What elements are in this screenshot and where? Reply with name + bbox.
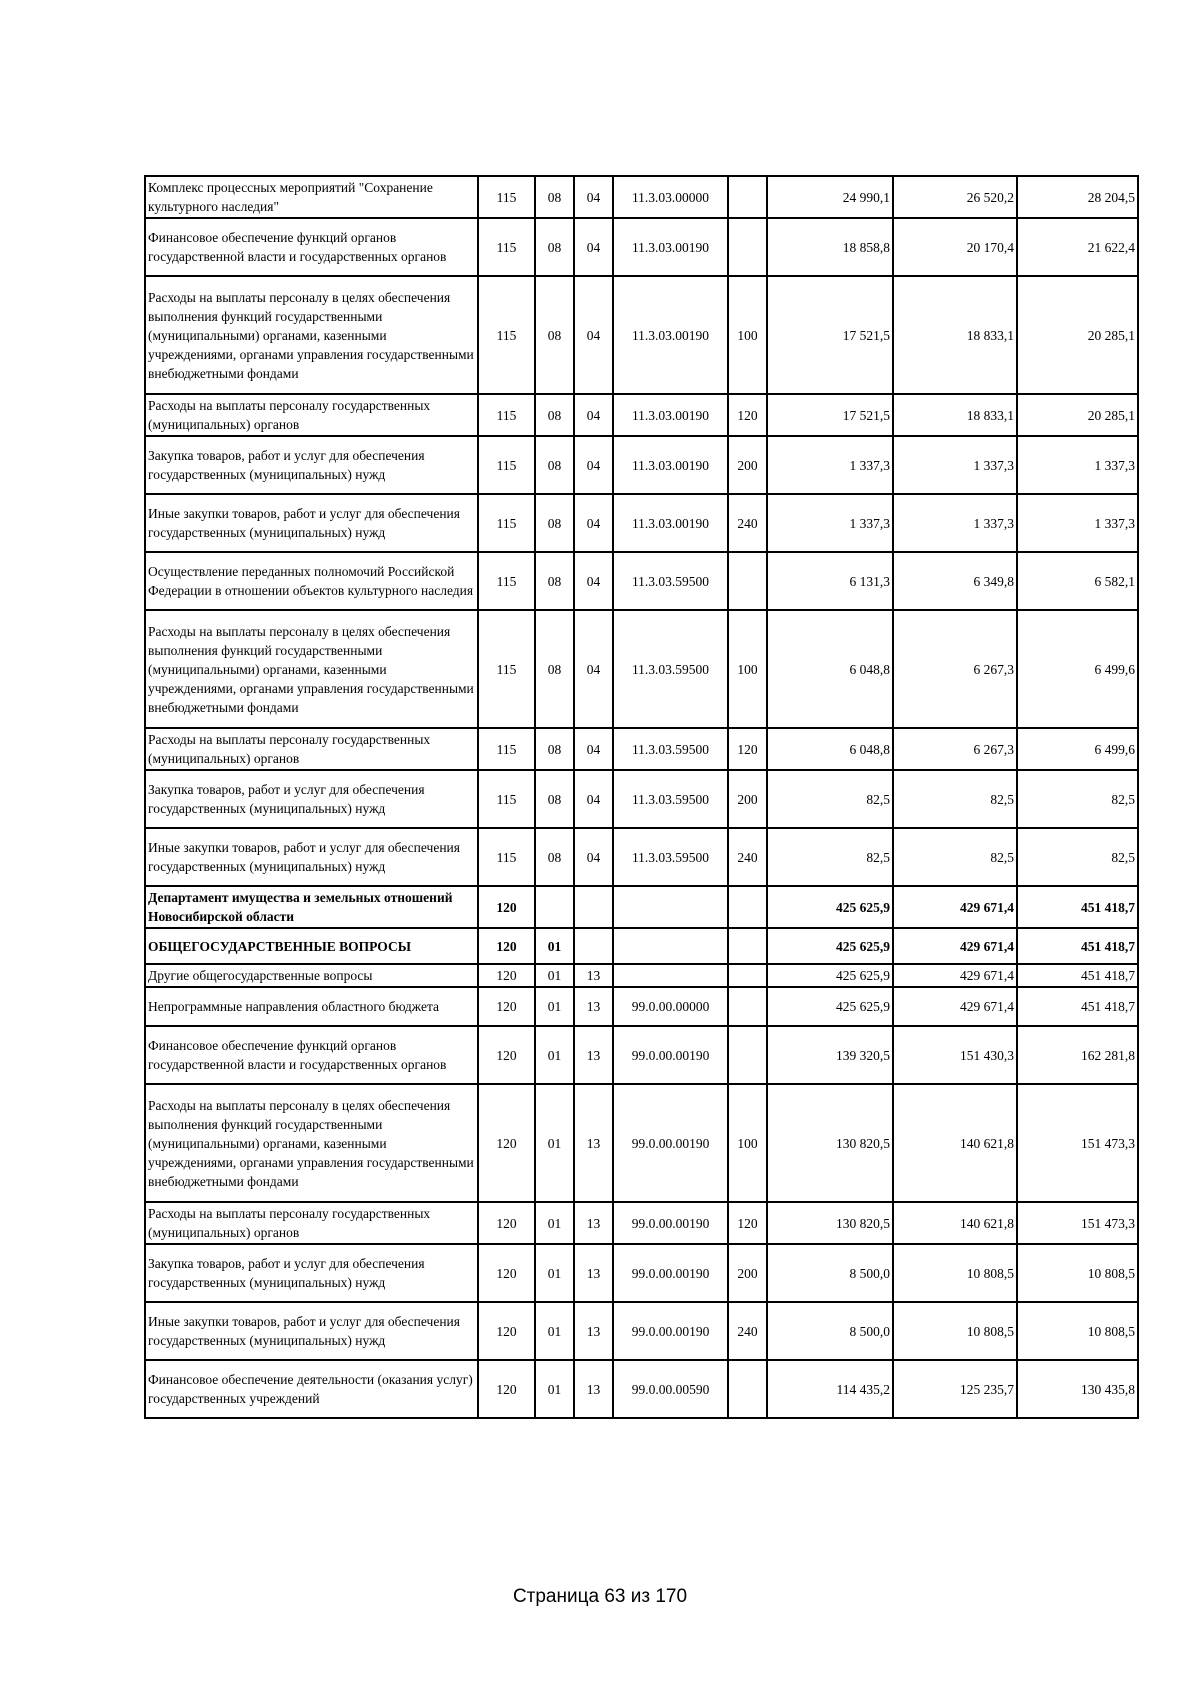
- cell-name: Расходы на выплаты персоналу в целях обеспечения выполнения функций государственными (муниципальными) органами, казенными учреждениями, органами управления государственными внебюджетными фондами: [145, 610, 478, 728]
- cell-grbs: 120: [478, 1026, 535, 1084]
- cell-amount-year2: 151 430,3: [893, 1026, 1017, 1084]
- cell-name: Расходы на выплаты персоналу государственных (муниципальных) органов: [145, 1202, 478, 1244]
- cell-name: Расходы на выплаты персоналу в целях обеспечения выполнения функций государственными (муниципальными) органами, казенными учреждениями, органами управления государственными внебюджетными фондами: [145, 276, 478, 394]
- cell-amount-year1: 6 048,8: [767, 610, 893, 728]
- table-row: [145, 928, 1138, 964]
- cell-grbs: 115: [478, 610, 535, 728]
- table-row: [145, 770, 1138, 828]
- cell-amount-year2: 125 235,7: [893, 1360, 1017, 1418]
- cell-amount-year1: 425 625,9: [767, 964, 893, 987]
- table-row: [145, 276, 1138, 394]
- cell-section: [535, 886, 574, 928]
- cell-grbs: 120: [478, 1202, 535, 1244]
- cell-section: 01: [535, 1244, 574, 1302]
- cell-amount-year1: 425 625,9: [767, 987, 893, 1026]
- cell-target-article: 99.0.00.00190: [613, 1202, 728, 1244]
- table-row: [145, 886, 1138, 928]
- table-row: [145, 964, 1138, 987]
- cell-grbs: 120: [478, 1084, 535, 1202]
- cell-grbs: 120: [478, 928, 535, 964]
- page-number: Страница 63 из 170: [512, 1586, 688, 1607]
- cell-expense-type: 240: [728, 1302, 767, 1360]
- table-row: [145, 494, 1138, 552]
- cell-amount-year3: 451 418,7: [1017, 987, 1138, 1026]
- cell-subsection: [574, 928, 613, 964]
- cell-subsection: 04: [574, 436, 613, 494]
- cell-name: Иные закупки товаров, работ и услуг для обеспечения государственных (муниципальных) нужд: [145, 828, 478, 886]
- cell-amount-year2: 6 267,3: [893, 728, 1017, 770]
- cell-section: 08: [535, 436, 574, 494]
- cell-subsection: 04: [574, 770, 613, 828]
- cell-grbs: 120: [478, 1302, 535, 1360]
- cell-section: 08: [535, 494, 574, 552]
- cell-subsection: 13: [574, 1202, 613, 1244]
- cell-subsection: 04: [574, 176, 613, 218]
- cell-amount-year1: 130 820,5: [767, 1084, 893, 1202]
- cell-amount-year3: 6 499,6: [1017, 610, 1138, 728]
- table-row: [145, 610, 1138, 728]
- cell-amount-year3: 82,5: [1017, 770, 1138, 828]
- cell-amount-year1: 17 521,5: [767, 276, 893, 394]
- cell-amount-year2: 82,5: [893, 828, 1017, 886]
- cell-grbs: 120: [478, 1244, 535, 1302]
- cell-amount-year3: 10 808,5: [1017, 1302, 1138, 1360]
- table-row: [145, 1302, 1138, 1360]
- cell-subsection: 13: [574, 1026, 613, 1084]
- cell-expense-type: [728, 987, 767, 1026]
- cell-amount-year1: 17 521,5: [767, 394, 893, 436]
- cell-amount-year3: 162 281,8: [1017, 1026, 1138, 1084]
- cell-amount-year1: 82,5: [767, 770, 893, 828]
- cell-amount-year1: 1 337,3: [767, 494, 893, 552]
- cell-section: 08: [535, 610, 574, 728]
- cell-amount-year3: 28 204,5: [1017, 176, 1138, 218]
- cell-target-article: 99.0.00.00190: [613, 1084, 728, 1202]
- cell-amount-year1: 82,5: [767, 828, 893, 886]
- cell-amount-year2: 429 671,4: [893, 886, 1017, 928]
- cell-expense-type: [728, 218, 767, 276]
- cell-target-article: 99.0.00.00590: [613, 1360, 728, 1418]
- cell-amount-year1: 425 625,9: [767, 886, 893, 928]
- cell-name: Комплекс процессных мероприятий "Сохранение культурного наследия": [145, 176, 478, 218]
- cell-section: 08: [535, 770, 574, 828]
- cell-section: 01: [535, 928, 574, 964]
- cell-grbs: 115: [478, 494, 535, 552]
- table-row: [145, 728, 1138, 770]
- cell-grbs: 115: [478, 394, 535, 436]
- cell-amount-year1: 1 337,3: [767, 436, 893, 494]
- cell-amount-year3: 151 473,3: [1017, 1084, 1138, 1202]
- cell-subsection: 13: [574, 1244, 613, 1302]
- cell-subsection: 13: [574, 1302, 613, 1360]
- cell-subsection: 04: [574, 728, 613, 770]
- cell-name: Финансовое обеспечение функций органов государственной власти и государственных органов: [145, 218, 478, 276]
- cell-name: Непрограммные направления областного бюджета: [145, 987, 478, 1026]
- cell-name: Расходы на выплаты персоналу государственных (муниципальных) органов: [145, 394, 478, 436]
- cell-expense-type: [728, 964, 767, 987]
- cell-amount-year3: 20 285,1: [1017, 276, 1138, 394]
- table-row: [145, 1244, 1138, 1302]
- cell-target-article: 11.3.03.00190: [613, 394, 728, 436]
- cell-amount-year1: 8 500,0: [767, 1244, 893, 1302]
- cell-section: 08: [535, 276, 574, 394]
- cell-grbs: 115: [478, 552, 535, 610]
- cell-subsection: 13: [574, 987, 613, 1026]
- cell-expense-type: 240: [728, 494, 767, 552]
- cell-name: Другие общегосударственные вопросы: [145, 964, 478, 987]
- cell-amount-year3: 6 582,1: [1017, 552, 1138, 610]
- cell-amount-year1: 114 435,2: [767, 1360, 893, 1418]
- cell-expense-type: 200: [728, 436, 767, 494]
- cell-amount-year3: 6 499,6: [1017, 728, 1138, 770]
- cell-expense-type: 120: [728, 728, 767, 770]
- cell-section: 08: [535, 728, 574, 770]
- table-row: [145, 436, 1138, 494]
- cell-grbs: 115: [478, 770, 535, 828]
- cell-amount-year3: 21 622,4: [1017, 218, 1138, 276]
- cell-amount-year2: 140 621,8: [893, 1202, 1017, 1244]
- cell-section: 08: [535, 176, 574, 218]
- cell-name: ОБЩЕГОСУДАРСТВЕННЫЕ ВОПРОСЫ: [145, 928, 478, 964]
- cell-expense-type: [728, 1026, 767, 1084]
- cell-grbs: 115: [478, 276, 535, 394]
- cell-amount-year3: 1 337,3: [1017, 494, 1138, 552]
- table-row: [145, 1084, 1138, 1202]
- cell-amount-year2: 10 808,5: [893, 1302, 1017, 1360]
- cell-name: Иные закупки товаров, работ и услуг для обеспечения государственных (муниципальных) нужд: [145, 1302, 478, 1360]
- table-row: [145, 1360, 1138, 1418]
- cell-amount-year3: 10 808,5: [1017, 1244, 1138, 1302]
- cell-grbs: 115: [478, 828, 535, 886]
- cell-subsection: 04: [574, 276, 613, 394]
- cell-expense-type: [728, 886, 767, 928]
- cell-amount-year2: 1 337,3: [893, 436, 1017, 494]
- cell-name: Финансовое обеспечение функций органов государственной власти и государственных органов: [145, 1026, 478, 1084]
- cell-subsection: 13: [574, 1360, 613, 1418]
- cell-amount-year2: 10 808,5: [893, 1244, 1017, 1302]
- cell-subsection: 04: [574, 828, 613, 886]
- cell-target-article: 11.3.03.00190: [613, 276, 728, 394]
- cell-subsection: 04: [574, 394, 613, 436]
- budget-table: [144, 175, 1139, 1419]
- cell-expense-type: 200: [728, 1244, 767, 1302]
- cell-name: Закупка товаров, работ и услуг для обеспечения государственных (муниципальных) нужд: [145, 436, 478, 494]
- cell-target-article: 99.0.00.00000: [613, 987, 728, 1026]
- cell-expense-type: 240: [728, 828, 767, 886]
- cell-amount-year1: 130 820,5: [767, 1202, 893, 1244]
- cell-target-article: [613, 964, 728, 987]
- cell-target-article: 11.3.03.00190: [613, 494, 728, 552]
- cell-section: 08: [535, 828, 574, 886]
- cell-amount-year2: 140 621,8: [893, 1084, 1017, 1202]
- cell-section: 08: [535, 552, 574, 610]
- cell-target-article: 99.0.00.00190: [613, 1244, 728, 1302]
- cell-amount-year2: 82,5: [893, 770, 1017, 828]
- cell-amount-year2: 6 267,3: [893, 610, 1017, 728]
- cell-target-article: 11.3.03.59500: [613, 828, 728, 886]
- table-row: [145, 218, 1138, 276]
- cell-grbs: 120: [478, 1360, 535, 1418]
- cell-grbs: 120: [478, 964, 535, 987]
- cell-amount-year3: 151 473,3: [1017, 1202, 1138, 1244]
- cell-expense-type: 100: [728, 276, 767, 394]
- cell-amount-year2: 18 833,1: [893, 276, 1017, 394]
- table-row: [145, 1026, 1138, 1084]
- cell-grbs: 115: [478, 728, 535, 770]
- cell-grbs: 120: [478, 987, 535, 1026]
- cell-subsection: 04: [574, 552, 613, 610]
- cell-section: 01: [535, 1360, 574, 1418]
- budget-table-body: [145, 176, 1138, 1418]
- cell-expense-type: [728, 928, 767, 964]
- cell-grbs: 115: [478, 176, 535, 218]
- cell-section: 01: [535, 1202, 574, 1244]
- cell-subsection: 04: [574, 218, 613, 276]
- cell-amount-year2: 20 170,4: [893, 218, 1017, 276]
- cell-amount-year2: 1 337,3: [893, 494, 1017, 552]
- table-row: [145, 176, 1138, 218]
- cell-name: Финансовое обеспечение деятельности (оказания услуг) государственных учреждений: [145, 1360, 478, 1418]
- cell-name: Расходы на выплаты персоналу государственных (муниципальных) органов: [145, 728, 478, 770]
- cell-amount-year1: 6 048,8: [767, 728, 893, 770]
- cell-amount-year2: 429 671,4: [893, 964, 1017, 987]
- cell-subsection: 13: [574, 964, 613, 987]
- cell-name: Расходы на выплаты персоналу в целях обеспечения выполнения функций государственными (муниципальными) органами, казенными учреждениями, органами управления государственными внебюджетными фондами: [145, 1084, 478, 1202]
- cell-subsection: 04: [574, 610, 613, 728]
- cell-target-article: 11.3.03.00000: [613, 176, 728, 218]
- cell-amount-year3: 20 285,1: [1017, 394, 1138, 436]
- cell-subsection: 04: [574, 494, 613, 552]
- cell-target-article: 11.3.03.59500: [613, 610, 728, 728]
- cell-target-article: 99.0.00.00190: [613, 1026, 728, 1084]
- cell-amount-year3: 130 435,8: [1017, 1360, 1138, 1418]
- cell-section: 08: [535, 218, 574, 276]
- cell-section: 08: [535, 394, 574, 436]
- cell-expense-type: 120: [728, 1202, 767, 1244]
- cell-expense-type: [728, 1360, 767, 1418]
- cell-name: Департамент имущества и земельных отношений Новосибирской области: [145, 886, 478, 928]
- cell-target-article: 11.3.03.59500: [613, 770, 728, 828]
- cell-amount-year1: 6 131,3: [767, 552, 893, 610]
- cell-target-article: 11.3.03.00190: [613, 218, 728, 276]
- cell-expense-type: 100: [728, 610, 767, 728]
- cell-amount-year1: 8 500,0: [767, 1302, 893, 1360]
- cell-amount-year2: 26 520,2: [893, 176, 1017, 218]
- cell-target-article: 11.3.03.59500: [613, 728, 728, 770]
- cell-target-article: 11.3.03.00190: [613, 436, 728, 494]
- cell-name: Осуществление переданных полномочий Российской Федерации в отношении объектов культурного наследия: [145, 552, 478, 610]
- table-row: [145, 987, 1138, 1026]
- cell-name: Закупка товаров, работ и услуг для обеспечения государственных (муниципальных) нужд: [145, 770, 478, 828]
- cell-expense-type: 120: [728, 394, 767, 436]
- cell-amount-year2: 429 671,4: [893, 987, 1017, 1026]
- cell-name: Иные закупки товаров, работ и услуг для обеспечения государственных (муниципальных) нужд: [145, 494, 478, 552]
- cell-amount-year1: 24 990,1: [767, 176, 893, 218]
- table-row: [145, 1202, 1138, 1244]
- cell-amount-year3: 451 418,7: [1017, 928, 1138, 964]
- cell-section: 01: [535, 987, 574, 1026]
- cell-grbs: 115: [478, 218, 535, 276]
- cell-expense-type: 200: [728, 770, 767, 828]
- table-row: [145, 828, 1138, 886]
- cell-expense-type: [728, 176, 767, 218]
- cell-section: 01: [535, 1302, 574, 1360]
- cell-section: 01: [535, 1084, 574, 1202]
- cell-section: 01: [535, 964, 574, 987]
- cell-name: Закупка товаров, работ и услуг для обеспечения государственных (муниципальных) нужд: [145, 1244, 478, 1302]
- cell-amount-year3: 82,5: [1017, 828, 1138, 886]
- cell-target-article: 11.3.03.59500: [613, 552, 728, 610]
- cell-amount-year2: 6 349,8: [893, 552, 1017, 610]
- table-row: [145, 552, 1138, 610]
- cell-amount-year1: 18 858,8: [767, 218, 893, 276]
- cell-subsection: 13: [574, 1084, 613, 1202]
- cell-target-article: 99.0.00.00190: [613, 1302, 728, 1360]
- cell-amount-year2: 429 671,4: [893, 928, 1017, 964]
- cell-target-article: [613, 886, 728, 928]
- cell-expense-type: [728, 552, 767, 610]
- cell-amount-year3: 451 418,7: [1017, 964, 1138, 987]
- cell-target-article: [613, 928, 728, 964]
- cell-amount-year3: 1 337,3: [1017, 436, 1138, 494]
- cell-grbs: 120: [478, 886, 535, 928]
- cell-subsection: [574, 886, 613, 928]
- cell-expense-type: 100: [728, 1084, 767, 1202]
- cell-amount-year1: 425 625,9: [767, 928, 893, 964]
- cell-amount-year2: 18 833,1: [893, 394, 1017, 436]
- cell-amount-year1: 139 320,5: [767, 1026, 893, 1084]
- table-row: [145, 394, 1138, 436]
- cell-amount-year3: 451 418,7: [1017, 886, 1138, 928]
- cell-section: 01: [535, 1026, 574, 1084]
- cell-grbs: 115: [478, 436, 535, 494]
